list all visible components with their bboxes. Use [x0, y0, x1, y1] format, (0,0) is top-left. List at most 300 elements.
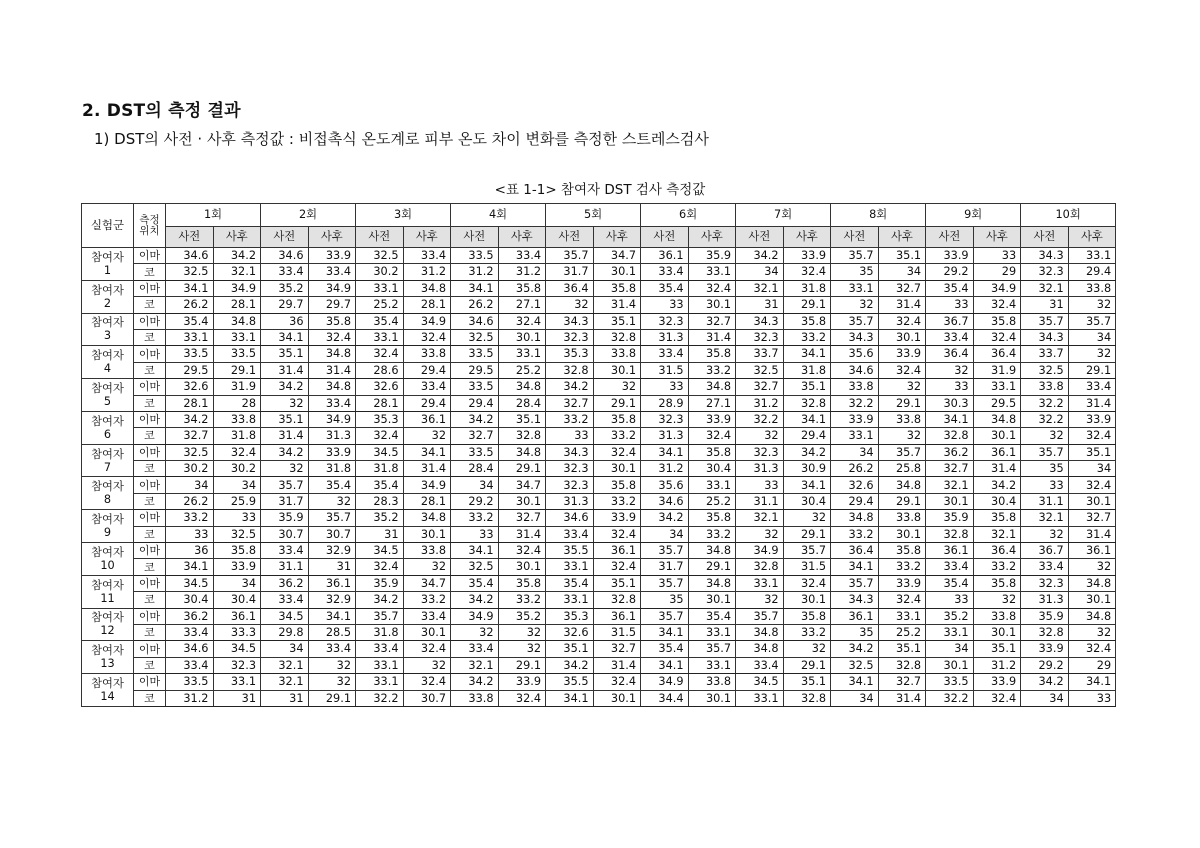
header-round: 5회 — [546, 204, 641, 227]
value-cell: 36.4 — [546, 280, 594, 296]
value-cell: 34.1 — [783, 477, 831, 493]
table-row — [82, 543, 1116, 559]
value-cell: 34.2 — [166, 411, 214, 427]
value-cell: 33.8 — [403, 543, 451, 559]
value-cell: 33.7 — [736, 346, 784, 362]
table-row — [82, 477, 1116, 493]
value-cell: 35.4 — [166, 313, 214, 329]
value-cell: 31.5 — [641, 362, 689, 378]
value-cell: 34.1 — [641, 444, 689, 460]
value-cell: 33.5 — [926, 674, 974, 690]
value-cell: 34.1 — [261, 329, 309, 345]
value-cell: 30.1 — [403, 624, 451, 640]
location-nose: 코 — [134, 624, 166, 640]
value-cell: 34.2 — [783, 444, 831, 460]
value-cell: 35.8 — [593, 477, 641, 493]
value-cell: 29.4 — [831, 493, 879, 509]
value-cell: 29.1 — [783, 526, 831, 542]
value-cell: 30.4 — [213, 592, 261, 608]
value-cell: 35.7 — [831, 313, 879, 329]
value-cell: 34.8 — [403, 280, 451, 296]
value-cell: 32.1 — [736, 510, 784, 526]
value-cell: 34.8 — [498, 444, 546, 460]
value-cell: 31.8 — [356, 624, 404, 640]
value-cell: 34.7 — [593, 248, 641, 264]
value-cell: 33.1 — [973, 379, 1021, 395]
value-cell: 32.5 — [451, 559, 499, 575]
value-cell: 33.1 — [736, 575, 784, 591]
value-cell: 31 — [1021, 297, 1069, 313]
value-cell: 35.4 — [641, 280, 689, 296]
location-nose: 코 — [134, 395, 166, 411]
location-forehead: 이마 — [134, 641, 166, 657]
value-cell: 33.1 — [356, 657, 404, 673]
value-cell: 32.6 — [546, 624, 594, 640]
value-cell: 33.9 — [308, 444, 356, 460]
value-cell: 27.1 — [688, 395, 736, 411]
value-cell: 32.7 — [736, 379, 784, 395]
value-cell: 32.4 — [403, 329, 451, 345]
value-cell: 31.1 — [1021, 493, 1069, 509]
value-cell: 32 — [736, 526, 784, 542]
value-cell: 32.4 — [213, 444, 261, 460]
value-cell: 33.2 — [403, 592, 451, 608]
value-cell: 31.4 — [261, 362, 309, 378]
value-cell: 34.1 — [308, 608, 356, 624]
value-cell: 26.2 — [831, 461, 879, 477]
table-row — [82, 280, 1116, 296]
value-cell: 34.2 — [546, 657, 594, 673]
header-row-rounds — [82, 204, 1116, 227]
value-cell: 35.4 — [641, 641, 689, 657]
value-cell: 34.9 — [403, 313, 451, 329]
location-forehead: 이마 — [134, 346, 166, 362]
value-cell: 32 — [498, 641, 546, 657]
value-cell: 34 — [641, 526, 689, 542]
value-cell: 34.8 — [1068, 575, 1116, 591]
value-cell: 35.7 — [878, 444, 926, 460]
value-cell: 31.4 — [593, 657, 641, 673]
header-post: 사후 — [308, 227, 356, 248]
value-cell: 29.7 — [261, 297, 309, 313]
value-cell: 32.4 — [973, 297, 1021, 313]
value-cell: 32.6 — [166, 379, 214, 395]
value-cell: 32 — [451, 624, 499, 640]
value-cell: 35 — [831, 624, 879, 640]
value-cell: 36 — [166, 543, 214, 559]
value-cell: 34.9 — [451, 608, 499, 624]
value-cell: 33.9 — [831, 411, 879, 427]
location-nose: 코 — [134, 329, 166, 345]
header-pre: 사전 — [736, 227, 784, 248]
value-cell: 30.7 — [261, 526, 309, 542]
value-cell: 28.9 — [641, 395, 689, 411]
value-cell: 33.1 — [356, 329, 404, 345]
value-cell: 32.3 — [546, 461, 594, 477]
value-cell: 32.5 — [736, 362, 784, 378]
table-row — [82, 493, 1116, 509]
value-cell: 34 — [1068, 329, 1116, 345]
location-forehead: 이마 — [134, 444, 166, 460]
value-cell: 28.1 — [213, 297, 261, 313]
value-cell: 29.1 — [213, 362, 261, 378]
value-cell: 34.5 — [356, 444, 404, 460]
value-cell: 35.2 — [261, 280, 309, 296]
value-cell: 35.1 — [261, 346, 309, 362]
table-row — [82, 248, 1116, 264]
value-cell: 36.4 — [973, 346, 1021, 362]
value-cell: 32.4 — [1068, 641, 1116, 657]
value-cell: 35.7 — [831, 575, 879, 591]
value-cell: 32.8 — [926, 526, 974, 542]
value-cell: 33 — [641, 379, 689, 395]
value-cell: 34.1 — [451, 280, 499, 296]
value-cell: 33.4 — [1021, 559, 1069, 575]
table-row — [82, 559, 1116, 575]
value-cell: 32 — [1068, 297, 1116, 313]
value-cell: 25.9 — [213, 493, 261, 509]
value-cell: 32.4 — [878, 313, 926, 329]
value-cell: 30.1 — [783, 592, 831, 608]
participant-label: 참여자 3 — [82, 313, 134, 346]
value-cell: 34.8 — [973, 411, 1021, 427]
location-forehead: 이마 — [134, 248, 166, 264]
value-cell: 31.5 — [593, 624, 641, 640]
value-cell: 33.4 — [926, 559, 974, 575]
value-cell: 34.6 — [261, 248, 309, 264]
value-cell: 34.2 — [356, 592, 404, 608]
value-cell: 32 — [878, 379, 926, 395]
value-cell: 32.4 — [498, 313, 546, 329]
value-cell: 31.7 — [546, 264, 594, 280]
value-cell: 36.4 — [973, 543, 1021, 559]
value-cell: 33.9 — [1021, 641, 1069, 657]
value-cell: 28.1 — [356, 395, 404, 411]
value-cell: 30.1 — [1068, 592, 1116, 608]
value-cell: 34.8 — [1068, 608, 1116, 624]
value-cell: 32.7 — [1068, 510, 1116, 526]
value-cell: 35.7 — [308, 510, 356, 526]
value-cell: 33.4 — [356, 641, 404, 657]
value-cell: 26.2 — [166, 493, 214, 509]
location-nose: 코 — [134, 592, 166, 608]
value-cell: 35.7 — [641, 608, 689, 624]
value-cell: 31.2 — [451, 264, 499, 280]
value-cell: 34.3 — [1021, 329, 1069, 345]
value-cell: 35.4 — [356, 477, 404, 493]
value-cell: 33.4 — [1068, 379, 1116, 395]
value-cell: 34.5 — [213, 641, 261, 657]
value-cell: 33.1 — [831, 428, 879, 444]
value-cell: 32 — [403, 428, 451, 444]
value-cell: 35.4 — [688, 608, 736, 624]
value-cell: 32 — [973, 592, 1021, 608]
value-cell: 34.2 — [451, 674, 499, 690]
value-cell: 30.1 — [593, 362, 641, 378]
header-row-pre-post — [82, 227, 1116, 248]
value-cell: 32.4 — [688, 428, 736, 444]
value-cell: 29.1 — [783, 657, 831, 673]
value-cell: 28.1 — [166, 395, 214, 411]
value-cell: 35.1 — [593, 313, 641, 329]
value-cell: 32.3 — [641, 313, 689, 329]
location-forehead: 이마 — [134, 379, 166, 395]
value-cell: 29.1 — [688, 559, 736, 575]
table-row — [82, 329, 1116, 345]
value-cell: 35.7 — [546, 248, 594, 264]
value-cell: 35.4 — [451, 575, 499, 591]
value-cell: 31 — [261, 690, 309, 706]
value-cell: 32 — [1068, 624, 1116, 640]
value-cell: 35 — [641, 592, 689, 608]
value-cell: 30.4 — [783, 493, 831, 509]
value-cell: 32.4 — [783, 264, 831, 280]
value-cell: 36.7 — [1021, 543, 1069, 559]
value-cell: 32 — [308, 493, 356, 509]
value-cell: 33.9 — [308, 248, 356, 264]
value-cell: 33.1 — [688, 477, 736, 493]
participant-label: 참여자 10 — [82, 543, 134, 576]
value-cell: 33.1 — [356, 674, 404, 690]
value-cell: 35.8 — [308, 313, 356, 329]
value-cell: 32.8 — [736, 559, 784, 575]
value-cell: 31.8 — [213, 428, 261, 444]
value-cell: 33.2 — [973, 559, 1021, 575]
value-cell: 30.2 — [213, 461, 261, 477]
value-cell: 33.8 — [593, 346, 641, 362]
value-cell: 30.7 — [308, 526, 356, 542]
participant-label: 참여자 5 — [82, 379, 134, 412]
value-cell: 35.4 — [926, 575, 974, 591]
value-cell: 33.4 — [261, 543, 309, 559]
participant-label: 참여자 8 — [82, 477, 134, 510]
value-cell: 32 — [498, 624, 546, 640]
value-cell: 29.1 — [308, 690, 356, 706]
value-cell: 31.3 — [641, 428, 689, 444]
header-post: 사후 — [213, 227, 261, 248]
header-post: 사후 — [1068, 227, 1116, 248]
value-cell: 28 — [213, 395, 261, 411]
value-cell: 36.1 — [831, 608, 879, 624]
value-cell: 34.9 — [308, 411, 356, 427]
value-cell: 34.8 — [308, 346, 356, 362]
value-cell: 33 — [1021, 477, 1069, 493]
header-position: 측정 위치 — [134, 204, 166, 248]
value-cell: 33.1 — [498, 346, 546, 362]
value-cell: 34.8 — [878, 477, 926, 493]
value-cell: 33.4 — [498, 248, 546, 264]
value-cell: 33.1 — [546, 592, 594, 608]
section-heading: 2. DST의 측정 결과 — [82, 101, 241, 121]
value-cell: 32.3 — [1021, 264, 1069, 280]
value-cell: 32.4 — [498, 690, 546, 706]
header-pre: 사전 — [546, 227, 594, 248]
location-nose: 코 — [134, 428, 166, 444]
header-post: 사후 — [878, 227, 926, 248]
location-forehead: 이마 — [134, 510, 166, 526]
value-cell: 35.1 — [878, 641, 926, 657]
value-cell: 33.9 — [973, 674, 1021, 690]
value-cell: 30.4 — [688, 461, 736, 477]
value-cell: 34.3 — [546, 313, 594, 329]
value-cell: 33.2 — [688, 362, 736, 378]
value-cell: 33.8 — [1021, 379, 1069, 395]
value-cell: 35.8 — [783, 608, 831, 624]
header-round: 4회 — [451, 204, 546, 227]
value-cell: 35.8 — [973, 575, 1021, 591]
participant-label: 참여자 14 — [82, 674, 134, 707]
value-cell: 33.5 — [166, 674, 214, 690]
value-cell: 34.9 — [641, 674, 689, 690]
value-cell: 32.4 — [403, 641, 451, 657]
value-cell: 32.4 — [593, 559, 641, 575]
location-forehead: 이마 — [134, 575, 166, 591]
value-cell: 34.2 — [546, 379, 594, 395]
value-cell: 29.4 — [403, 395, 451, 411]
value-cell: 31.4 — [878, 690, 926, 706]
value-cell: 34.1 — [831, 559, 879, 575]
value-cell: 30.4 — [166, 592, 214, 608]
header-round: 6회 — [641, 204, 736, 227]
table-row — [82, 674, 1116, 690]
value-cell: 33.4 — [641, 346, 689, 362]
value-cell: 31.4 — [498, 526, 546, 542]
value-cell: 35.8 — [973, 313, 1021, 329]
value-cell: 33 — [1068, 690, 1116, 706]
value-cell: 31.2 — [973, 657, 1021, 673]
value-cell: 34.8 — [688, 379, 736, 395]
value-cell: 31.8 — [308, 461, 356, 477]
value-cell: 32 — [403, 657, 451, 673]
value-cell: 31.4 — [593, 297, 641, 313]
participant-label: 참여자 11 — [82, 575, 134, 608]
header-round: 3회 — [356, 204, 451, 227]
value-cell: 35.7 — [688, 641, 736, 657]
table-row — [82, 575, 1116, 591]
value-cell: 34.1 — [783, 411, 831, 427]
value-cell: 32.9 — [308, 543, 356, 559]
header-group: 실험군 — [82, 204, 134, 248]
value-cell: 29.1 — [1068, 362, 1116, 378]
value-cell: 29.5 — [973, 395, 1021, 411]
value-cell: 34 — [451, 477, 499, 493]
value-cell: 32.7 — [166, 428, 214, 444]
location-nose: 코 — [134, 493, 166, 509]
value-cell: 30.4 — [973, 493, 1021, 509]
value-cell: 33.1 — [1068, 248, 1116, 264]
value-cell: 31.3 — [641, 329, 689, 345]
value-cell: 32.4 — [356, 428, 404, 444]
value-cell: 34.2 — [973, 477, 1021, 493]
value-cell: 32.4 — [308, 329, 356, 345]
value-cell: 28.5 — [308, 624, 356, 640]
value-cell: 34.1 — [783, 346, 831, 362]
value-cell: 30.1 — [593, 461, 641, 477]
value-cell: 33.5 — [451, 379, 499, 395]
value-cell: 32.8 — [926, 428, 974, 444]
value-cell: 29.1 — [783, 297, 831, 313]
value-cell: 32.2 — [926, 690, 974, 706]
value-cell: 34.3 — [831, 329, 879, 345]
header-pre: 사전 — [261, 227, 309, 248]
value-cell: 33.8 — [403, 346, 451, 362]
value-cell: 29.4 — [403, 362, 451, 378]
value-cell: 32.4 — [593, 526, 641, 542]
value-cell: 33.9 — [688, 411, 736, 427]
value-cell: 35.5 — [546, 674, 594, 690]
value-cell: 31.2 — [166, 690, 214, 706]
value-cell: 32 — [1068, 346, 1116, 362]
value-cell: 30.1 — [973, 624, 1021, 640]
value-cell: 34.2 — [641, 510, 689, 526]
value-cell: 33.1 — [213, 329, 261, 345]
value-cell: 33.4 — [166, 624, 214, 640]
value-cell: 35.2 — [498, 608, 546, 624]
value-cell: 29.8 — [261, 624, 309, 640]
value-cell: 30.1 — [498, 559, 546, 575]
value-cell: 25.8 — [878, 461, 926, 477]
value-cell: 34 — [831, 690, 879, 706]
value-cell: 35.3 — [546, 608, 594, 624]
value-cell: 34.8 — [688, 543, 736, 559]
value-cell: 33.2 — [878, 559, 926, 575]
value-cell: 32.6 — [356, 379, 404, 395]
value-cell: 35.7 — [261, 477, 309, 493]
value-cell: 32.5 — [831, 657, 879, 673]
value-cell: 34 — [1068, 461, 1116, 477]
value-cell: 33.9 — [783, 248, 831, 264]
value-cell: 32.1 — [926, 477, 974, 493]
value-cell: 33.2 — [451, 510, 499, 526]
value-cell: 34.1 — [546, 690, 594, 706]
value-cell: 32 — [1021, 428, 1069, 444]
value-cell: 34.1 — [641, 657, 689, 673]
location-forehead: 이마 — [134, 608, 166, 624]
value-cell: 34.7 — [403, 575, 451, 591]
value-cell: 32 — [308, 657, 356, 673]
header-post: 사후 — [688, 227, 736, 248]
value-cell: 34.3 — [831, 592, 879, 608]
table-row — [82, 657, 1116, 673]
value-cell: 32.1 — [1021, 280, 1069, 296]
value-cell: 36.1 — [213, 608, 261, 624]
table-caption: <표 1-1> 참여자 DST 검사 측정값 — [494, 182, 706, 198]
value-cell: 30.3 — [926, 395, 974, 411]
value-cell: 34.2 — [831, 641, 879, 657]
value-cell: 31.5 — [783, 559, 831, 575]
value-cell: 33.4 — [641, 264, 689, 280]
value-cell: 31.4 — [688, 329, 736, 345]
table-row — [82, 624, 1116, 640]
value-cell: 31 — [213, 690, 261, 706]
value-cell: 34.6 — [641, 493, 689, 509]
header-post: 사후 — [498, 227, 546, 248]
value-cell: 32.4 — [973, 329, 1021, 345]
value-cell: 30.1 — [498, 493, 546, 509]
value-cell: 30.1 — [878, 526, 926, 542]
value-cell: 35.8 — [688, 444, 736, 460]
table-row — [82, 313, 1116, 329]
value-cell: 35.1 — [261, 411, 309, 427]
value-cell: 33.8 — [1068, 280, 1116, 296]
value-cell: 35.9 — [1021, 608, 1069, 624]
value-cell: 31.8 — [783, 362, 831, 378]
value-cell: 32 — [546, 297, 594, 313]
value-cell: 32 — [783, 510, 831, 526]
table-row — [82, 510, 1116, 526]
value-cell: 35.2 — [926, 608, 974, 624]
value-cell: 32.4 — [356, 559, 404, 575]
